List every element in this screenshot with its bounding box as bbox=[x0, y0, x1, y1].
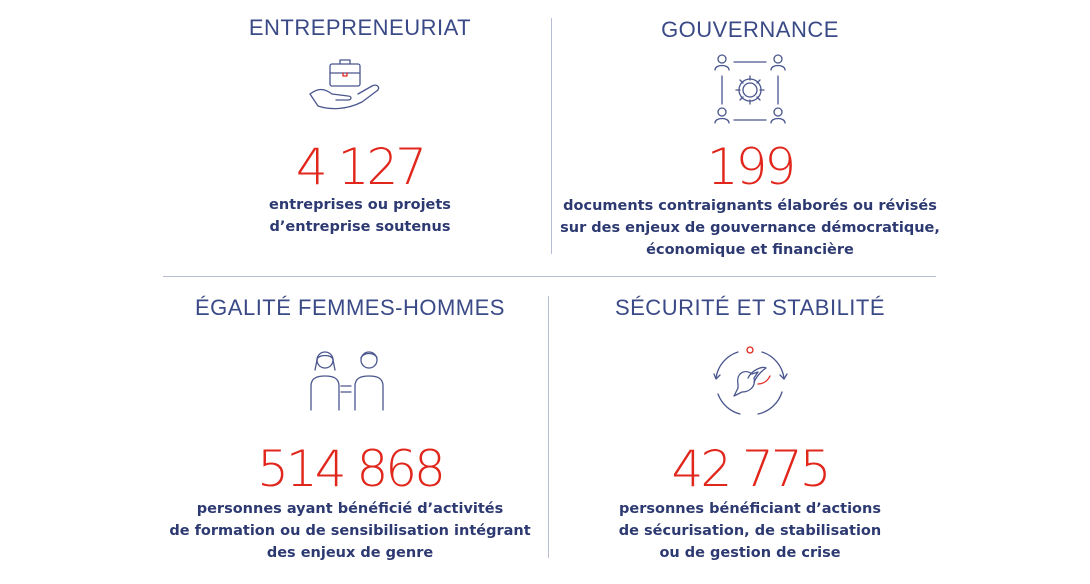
description-line: entreprises ou projets bbox=[269, 197, 451, 213]
stat-number: 514 868 bbox=[257, 440, 443, 498]
vertical-divider-bottom bbox=[548, 296, 549, 558]
horizontal-divider bbox=[163, 276, 936, 277]
stat-number: 199 bbox=[706, 138, 794, 196]
vertical-divider-top bbox=[551, 18, 552, 254]
panel-egalite bbox=[160, 278, 540, 584]
stat-number: 4 127 bbox=[295, 138, 425, 196]
stat-description bbox=[170, 194, 550, 238]
stat-number: 42 775 bbox=[671, 440, 829, 498]
panel-securite bbox=[560, 278, 940, 584]
panel-entrepreneuriat bbox=[170, 0, 550, 276]
stat-description bbox=[160, 498, 540, 564]
description-line: économique et financière bbox=[646, 242, 854, 258]
description-line: personnes ayant bénéficié d’activités bbox=[196, 501, 504, 517]
panel-gouvernance bbox=[560, 0, 940, 276]
description-line: personnes bénéficiant d’actions bbox=[619, 501, 881, 517]
stat-description bbox=[560, 195, 940, 261]
briefcase-hand-icon bbox=[306, 56, 386, 116]
gear-people-icon bbox=[710, 52, 790, 132]
dove-cycle-icon bbox=[708, 344, 792, 420]
description-line: des enjeux de genre bbox=[266, 545, 434, 561]
description-line: d’entreprise soutenus bbox=[269, 219, 451, 235]
panel-title: ÉGALITÉ FEMMES-HOMMES bbox=[195, 295, 505, 320]
description-line: documents contraignants élaborés ou révisés bbox=[563, 198, 937, 214]
panel-title: ENTREPRENEURIAT bbox=[248, 15, 472, 40]
woman-equals-man-icon bbox=[305, 350, 395, 412]
description-line: sur des enjeux de gouvernance démocratique, bbox=[560, 220, 940, 236]
description-line: de formation ou de sensibilisation intégrant bbox=[169, 523, 531, 539]
description-line: ou de gestion de crise bbox=[659, 545, 841, 561]
panel-title: GOUVERNANCE bbox=[661, 17, 839, 42]
stat-description bbox=[560, 498, 940, 564]
description-line: de sécurisation, de stabilisation bbox=[618, 523, 882, 539]
panel-title: SÉCURITÉ ET STABILITÉ bbox=[614, 295, 886, 320]
